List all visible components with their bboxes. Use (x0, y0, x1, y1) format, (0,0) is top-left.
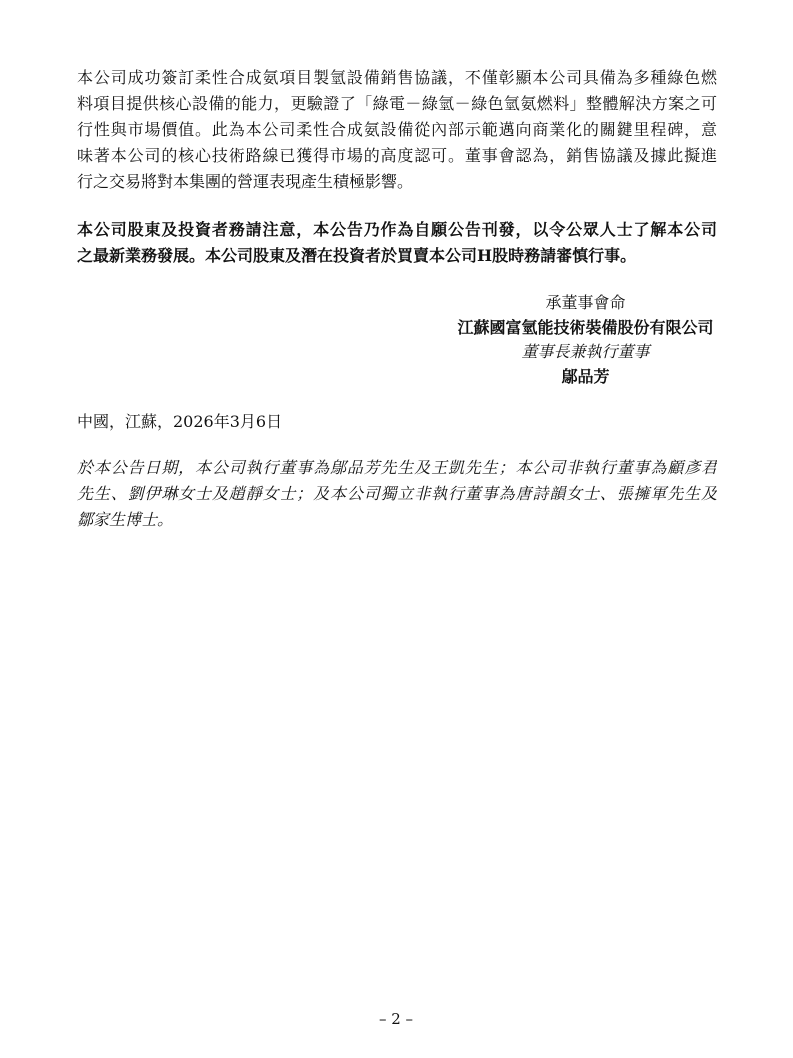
signature-title: 董事長兼執行董事 (521, 342, 650, 361)
body-paragraph (77, 65, 717, 195)
signature-name: 鄔品芳 (561, 366, 610, 386)
body-paragraph-line: 行之交易將對本集團的營運表現產生積極影響。 (77, 172, 414, 191)
body-paragraph-line: 味著本公司的核心技術路線已獲得市場的高度認可。董事會認為，銷售協議及據此擬進 (77, 146, 717, 165)
page-number: – 2 – (378, 1010, 414, 1028)
directors-paragraph-line: 先生、劉伊琳女士及趙靜女士；及本公司獨立非執行董事為唐詩韻女士、張擁軍先生及 (77, 484, 717, 503)
announcement-date: 中國，江蘇，2026年3月6日 (77, 412, 283, 431)
shareholder-notice-paragraph (77, 217, 717, 269)
notice-paragraph-line: 本公司股東及投資者務請注意，本公告乃作為自願公告刊發，以令公眾人士了解本公司 (77, 220, 717, 239)
body-paragraph-line: 行性與市場價值。此為本公司柔性合成氨設備從內部示範邁向商業化的關鍵里程碑，意 (77, 120, 717, 139)
signature-by-order: 承董事會命 (545, 293, 626, 312)
body-paragraph-line: 料項目提供核心設備的能力，更驗證了「綠電－綠氫－綠色氫氨燃料」整體解決方案之可 (77, 94, 717, 113)
signature-company-name: 江蘇國富氫能技術裝備股份有限公司 (457, 317, 714, 337)
signature-block (445, 291, 726, 389)
notice-paragraph-line: 之最新業務發展。本公司股東及潛在投資者於買賣本公司H股時務請審慎行事。 (77, 246, 637, 265)
directors-paragraph (77, 455, 717, 533)
body-paragraph-line: 本公司成功簽訂柔性合成氨項目製氫設備銷售協議，不僅彰顯本公司具備為多種綠色燃 (77, 68, 717, 87)
directors-paragraph-line: 於本公告日期，本公司執行董事為鄔品芳先生及王凱先生；本公司非執行董事為顧彥君 (77, 458, 717, 477)
directors-paragraph-line: 鄒家生博士。 (77, 510, 174, 529)
